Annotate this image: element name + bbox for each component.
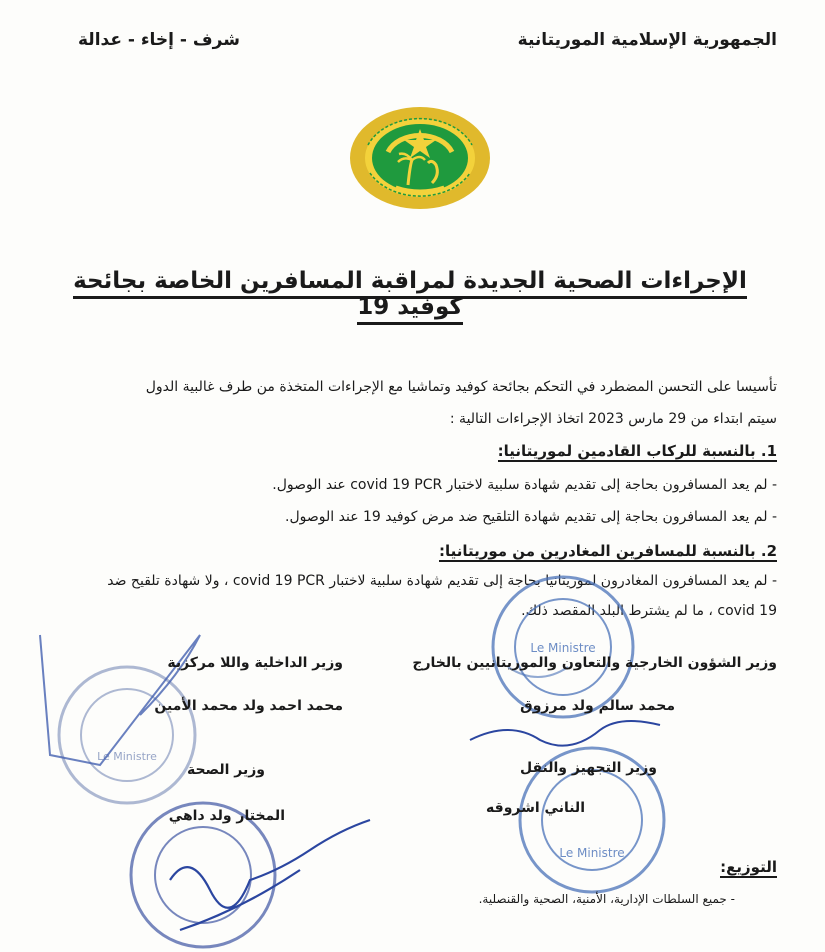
intro-line-1: تأسيسا على التحسن المضطرد في التحكم بجائحة كوفيد وتماشيا مع الإجراءات المتخذة من طرف غالبية الدول — [145, 379, 777, 395]
section-1-item-1: - لم يعد المسافرون بحاجة إلى تقديم شهادة سلبية لاختبار covid 19 PCR عند الوصول. — [272, 477, 777, 493]
stamp-interior — [52, 660, 202, 810]
svg-text:Le Ministre: Le Ministre — [97, 750, 157, 763]
foreign-minister-title: وزير الشؤون الخارجية والتعاون والموريتانيين بالخارج — [412, 655, 777, 671]
distribution-label: التوزيع: — [720, 858, 777, 876]
section-1-title: 1. بالنسبة للركاب القادمين لموريتانيا: — [497, 442, 777, 460]
page-title: الإجراءات الصحية الجديدة لمراقبة المسافرين الخاصة بجائحة كوفيد 19 — [65, 268, 755, 320]
svg-text:Le Ministre: Le Ministre — [530, 641, 596, 655]
equipment-minister-name: الناني اشروقه — [486, 800, 585, 816]
distribution-item: - جميع السلطات الإدارية، الأمنية، الصحية والقنصلية. — [478, 892, 735, 906]
equipment-minister-title: وزير التجهيز والنقل — [519, 760, 657, 776]
foreign-minister-name: محمد سالم ولد مرزوق — [520, 698, 675, 714]
section-1-item-2: - لم يعد المسافرون بحاجة إلى تقديم شهادة التلقيح ضد مرض كوفيد 19 عند الوصول. — [285, 509, 777, 525]
national-emblem — [348, 105, 492, 211]
health-minister-title: وزير الصحة — [186, 762, 265, 778]
interior-minister-title: وزير الداخلية واللا مركزية — [167, 655, 343, 671]
health-minister-name: المختار ولد داهي — [168, 808, 285, 824]
section-2-item-1-line-2: covid 19 ، ما لم يشترط البلد المقصد ذلك. — [521, 603, 777, 619]
section-2-item-1-line-1: - لم يعد المسافرون المغادرون لموريتانيا بحاجة إلى تقديم شهادة سلبية لاختبار covid 19 PCR ، ولا شهادة تلقيح ضد — [107, 573, 777, 589]
intro-line-2: سيتم ابتداء من 29 مارس 2023 اتخاذ الإجراءات التالية : — [449, 411, 777, 427]
section-2-title: 2. بالنسبة للمسافرين المغادرين من موريتانيا: — [438, 542, 777, 560]
svg-text:Le Ministre: Le Ministre — [559, 846, 625, 860]
country-header: الجمهورية الإسلامية الموريتانية — [517, 30, 777, 50]
motto-header: شرف - إخاء - عدالة — [78, 30, 240, 50]
interior-minister-name: محمد احمد ولد محمد الأمين — [154, 698, 343, 714]
